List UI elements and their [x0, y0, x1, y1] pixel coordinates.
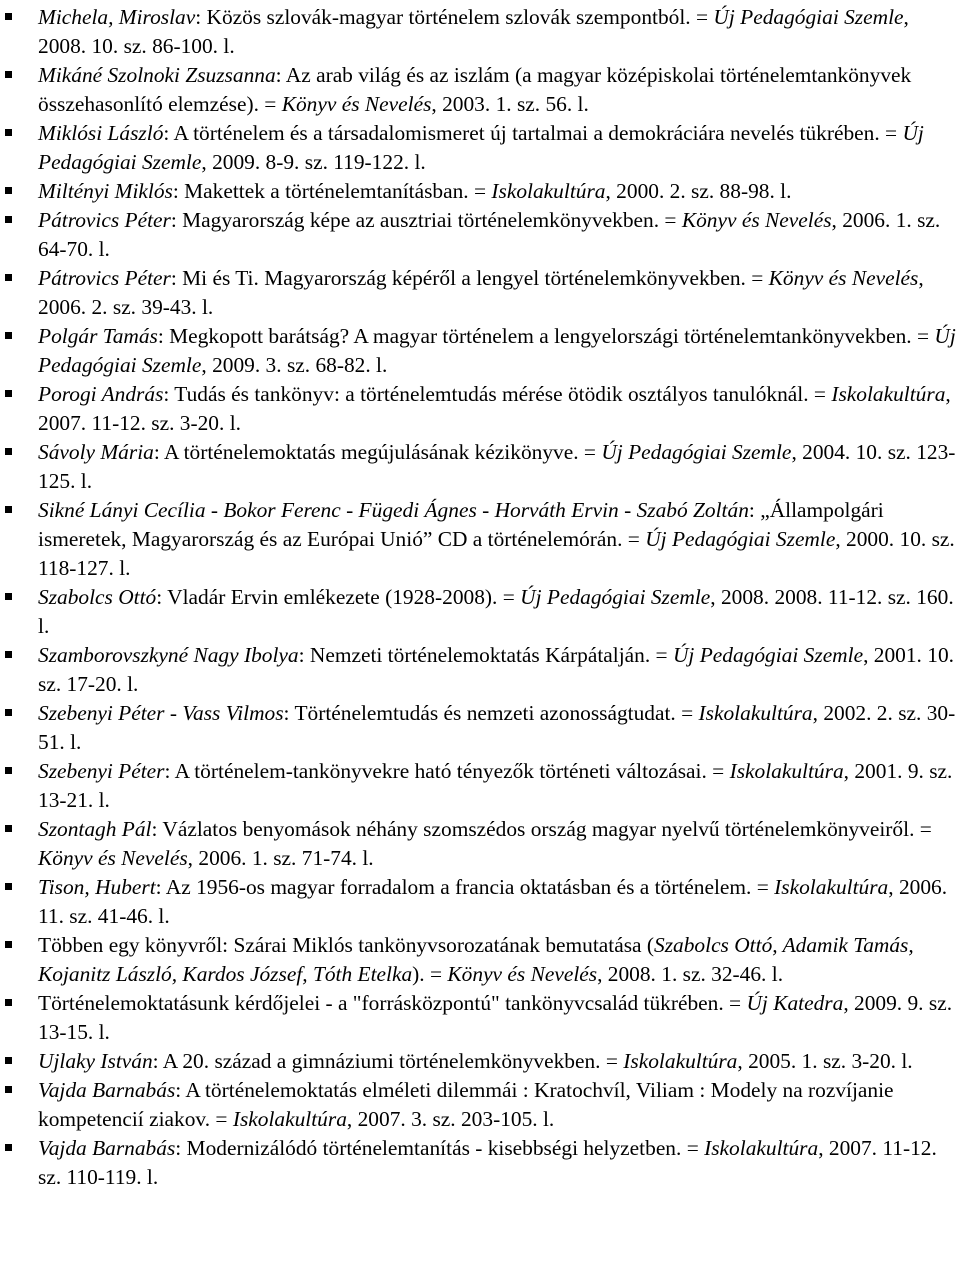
entry-text: , 2008. 2008. 11-12. sz. 160. l.	[38, 585, 954, 638]
entry-text: , 2001. 10. sz. 17-20. l.	[38, 643, 954, 696]
square-bullet-icon	[5, 1057, 12, 1064]
italic-text: Iskolakultúra	[774, 875, 889, 899]
square-bullet-icon	[5, 332, 12, 339]
bibliography-entry	[0, 1134, 960, 1192]
square-bullet-icon	[5, 216, 12, 223]
italic-text: Iskolakultúra	[698, 701, 813, 725]
entry-text: : A történelemoktatás elméleti dilemmái : Kratochvíl, Viliam : Modely na rozvíjanie kompetencií ziakov. =	[38, 1078, 894, 1131]
entry-text: : Közös szlovák-magyar történelem szlovák szempontból. =	[195, 5, 714, 29]
square-bullet-icon	[5, 274, 12, 281]
square-bullet-icon	[5, 593, 12, 600]
bibliography-entry	[0, 583, 960, 641]
entry-text: Történelemoktatásunk kérdőjelei - a "forrásközpontú" tankönyvcsalád tükrében. =	[38, 991, 747, 1015]
bibliography-entry	[0, 873, 960, 931]
italic-text: Michela, Miroslav	[38, 5, 196, 29]
italic-text: Könyv és Nevelés	[281, 92, 432, 116]
italic-text: Szamborovszkyné Nagy Ibolya	[38, 643, 299, 667]
bibliography-entry	[0, 931, 960, 989]
italic-text: Szabolcs Ottó, Adamik Tamás, Kojanitz László, Kardos József, Tóth Etelka	[38, 933, 914, 986]
bibliography-list	[0, 3, 960, 1192]
entry-text: Többen egy könyvről: Szárai Miklós tankönyvsorozatának bemutatása (	[38, 933, 655, 957]
bibliography-entry	[0, 206, 960, 264]
italic-text: Porogi András	[38, 382, 164, 406]
entry-text: : „Állampolgári ismeretek, Magyarország és az Európai Unió” CD a történelemórán. =	[38, 498, 884, 551]
bibliography-entry	[0, 1047, 960, 1076]
italic-text: Könyv és Nevelés	[38, 846, 188, 870]
entry-text: : A történelem-tankönyvekre ható tényezők történeti változásai. =	[164, 759, 730, 783]
bibliography-entry	[0, 496, 960, 583]
italic-text: Ujlaky István	[38, 1049, 153, 1073]
italic-text: Miklósi László	[38, 121, 164, 145]
bibliography-entry	[0, 641, 960, 699]
italic-text: Sikné Lányi Cecília - Bokor Ferenc - Fügedi Ágnes - Horváth Ervin - Szabó Zoltán	[38, 498, 749, 522]
entry-text: : Az arab világ és az iszlám (a magyar középiskolai történelemtankönyvek összehasonlító elemzése). =	[38, 63, 912, 116]
italic-text: Új Pedagógiai Szemle	[645, 527, 836, 551]
entry-text: , 2001. 9. sz. 13-21. l.	[38, 759, 953, 812]
bibliography-entry	[0, 3, 960, 61]
bibliography-entry	[0, 119, 960, 177]
square-bullet-icon	[5, 187, 12, 194]
entry-text: : A történelem és a társadalomismeret új tartalmai a demokráciára nevelés tükrében. =	[163, 121, 903, 145]
italic-text: Könyv és Nevelés	[447, 962, 598, 986]
entry-text: , 2003. 1. sz. 56. l.	[431, 92, 589, 116]
italic-text: Új Pedagógiai Szemle	[601, 440, 792, 464]
square-bullet-icon	[5, 1144, 12, 1151]
square-bullet-icon	[5, 883, 12, 890]
italic-text: Iskolakultúra	[232, 1107, 347, 1131]
italic-text: Új Pedagógiai Szemle	[38, 324, 956, 377]
square-bullet-icon	[5, 129, 12, 136]
italic-text: Szontagh Pál	[38, 817, 152, 841]
square-bullet-icon	[5, 825, 12, 832]
entry-text: , 2006. 11. sz. 41-46. l.	[38, 875, 948, 928]
italic-text: Iskolakultúra	[704, 1136, 819, 1160]
entry-text: ). =	[412, 962, 448, 986]
entry-text: , 2008. 1. sz. 32-46. l.	[597, 962, 784, 986]
italic-text: Új Pedagógiai Szemle	[38, 121, 924, 174]
entry-text: : Modernizálódó történelemtanítás - kisebbségi helyzetben. =	[175, 1136, 705, 1160]
bibliography-entry	[0, 757, 960, 815]
square-bullet-icon	[5, 767, 12, 774]
italic-text: Pátrovics Péter	[38, 208, 171, 232]
italic-text: Új Pedagógiai Szemle	[672, 643, 864, 667]
italic-text: Miltényi Miklós	[38, 179, 173, 203]
entry-text: , 2000. 10. sz. 118-127. l.	[38, 527, 955, 580]
italic-text: Iskolakultúra	[491, 179, 606, 203]
bibliography-entry	[0, 264, 960, 322]
italic-text: Szebenyi Péter	[38, 759, 165, 783]
square-bullet-icon	[5, 13, 12, 20]
bibliography-entry	[0, 322, 960, 380]
entry-text: , 2007. 3. sz. 203-105. l.	[346, 1107, 555, 1131]
entry-text: : Vladár Ervin emlékezete (1928-2008). =	[156, 585, 521, 609]
square-bullet-icon	[5, 941, 12, 948]
entry-text: : Az 1956-os magyar forradalom a francia oktatásban és a történelem. =	[155, 875, 775, 899]
entry-text: , 2009. 8-9. sz. 119-122. l.	[201, 150, 426, 174]
italic-text: Könyv és Nevelés	[681, 208, 832, 232]
entry-text: : Megkopott barátság? A magyar történelem a lengyelországi történelemtankönyvekben. =	[157, 324, 935, 348]
square-bullet-icon	[5, 999, 12, 1006]
italic-text: Szebenyi Péter - Vass Vilmos	[38, 701, 284, 725]
square-bullet-icon	[5, 1086, 12, 1093]
entry-text: : Nemzeti történelemoktatás Kárpátalján. =	[298, 643, 673, 667]
entry-text: , 2007. 11-12. sz. 110-119. l.	[38, 1136, 937, 1189]
square-bullet-icon	[5, 448, 12, 455]
entry-text: : Mi és Ti. Magyarország képéről a lengyel történelemkönyvekben. =	[170, 266, 769, 290]
bibliography-entry	[0, 815, 960, 873]
italic-text: Iskolakultúra	[623, 1049, 738, 1073]
bibliography-entry	[0, 380, 960, 438]
italic-text: Vajda Barnabás	[38, 1136, 176, 1160]
entry-text: , 2000. 2. sz. 88-98. l.	[605, 179, 792, 203]
entry-text: : A 20. század a gimnáziumi történelemkönyvekben. =	[152, 1049, 624, 1073]
entry-text: : A történelemoktatás megújulásának kézikönyve. =	[153, 440, 602, 464]
square-bullet-icon	[5, 709, 12, 716]
italic-text: Iskolakultúra	[831, 382, 946, 406]
italic-text: Vajda Barnabás	[38, 1078, 176, 1102]
italic-text: Új Pedagógiai Szemle	[713, 5, 904, 29]
italic-text: Mikáné Szolnoki Zsuzsanna	[38, 63, 276, 87]
entry-text: , 2006. 1. sz. 71-74. l.	[187, 846, 374, 870]
bibliography-entry	[0, 61, 960, 119]
entry-text: : Vázlatos benyomások néhány szomszédos ország magyar nyelvű történelemkönyveiről. =	[151, 817, 932, 841]
italic-text: Sávoly Mária	[38, 440, 154, 464]
italic-text: Iskolakultúra	[729, 759, 844, 783]
entry-text: : Történelemtudás és nemzeti azonosságtudat. =	[283, 701, 699, 725]
square-bullet-icon	[5, 71, 12, 78]
entry-text: , 2009. 3. sz. 68-82. l.	[201, 353, 388, 377]
entry-text: : Makettek a történelemtanításban. =	[172, 179, 492, 203]
italic-text: Új Pedagógiai Szemle	[520, 585, 711, 609]
entry-text: , 2004. 10. sz. 123-125. l.	[38, 440, 956, 493]
italic-text: Pátrovics Péter	[38, 266, 171, 290]
entry-text: , 2006. 2. sz. 39-43. l.	[38, 266, 924, 319]
entry-text: , 2006. 1. sz. 64-70. l.	[38, 208, 941, 261]
bibliography-entry	[0, 438, 960, 496]
italic-text: Szabolcs Ottó	[38, 585, 157, 609]
entry-text: , 2002. 2. sz. 30-51. l.	[38, 701, 956, 754]
entry-text: , 2008. 10. sz. 86-100. l.	[38, 5, 909, 58]
italic-text: Új Katedra	[746, 991, 844, 1015]
entry-text: : Magyarország képe az ausztriai történelemkönyvekben. =	[170, 208, 682, 232]
square-bullet-icon	[5, 651, 12, 658]
bibliography-entry	[0, 1076, 960, 1134]
italic-text: Tison, Hubert	[38, 875, 156, 899]
entry-text: , 2009. 9. sz. 13-15. l.	[38, 991, 953, 1044]
entry-text: : Tudás és tankönyv: a történelemtudás mérése ötödik osztályos tanulóknál. =	[163, 382, 832, 406]
square-bullet-icon	[5, 506, 12, 513]
bibliography-entry	[0, 699, 960, 757]
square-bullet-icon	[5, 390, 12, 397]
entry-text: , 2007. 11-12. sz. 3-20. l.	[38, 382, 951, 435]
bibliography-entry	[0, 177, 960, 206]
entry-text: , 2005. 1. sz. 3-20. l.	[737, 1049, 913, 1073]
italic-text: Könyv és Nevelés	[768, 266, 919, 290]
italic-text: Polgár Tamás	[38, 324, 158, 348]
bibliography-entry	[0, 989, 960, 1047]
